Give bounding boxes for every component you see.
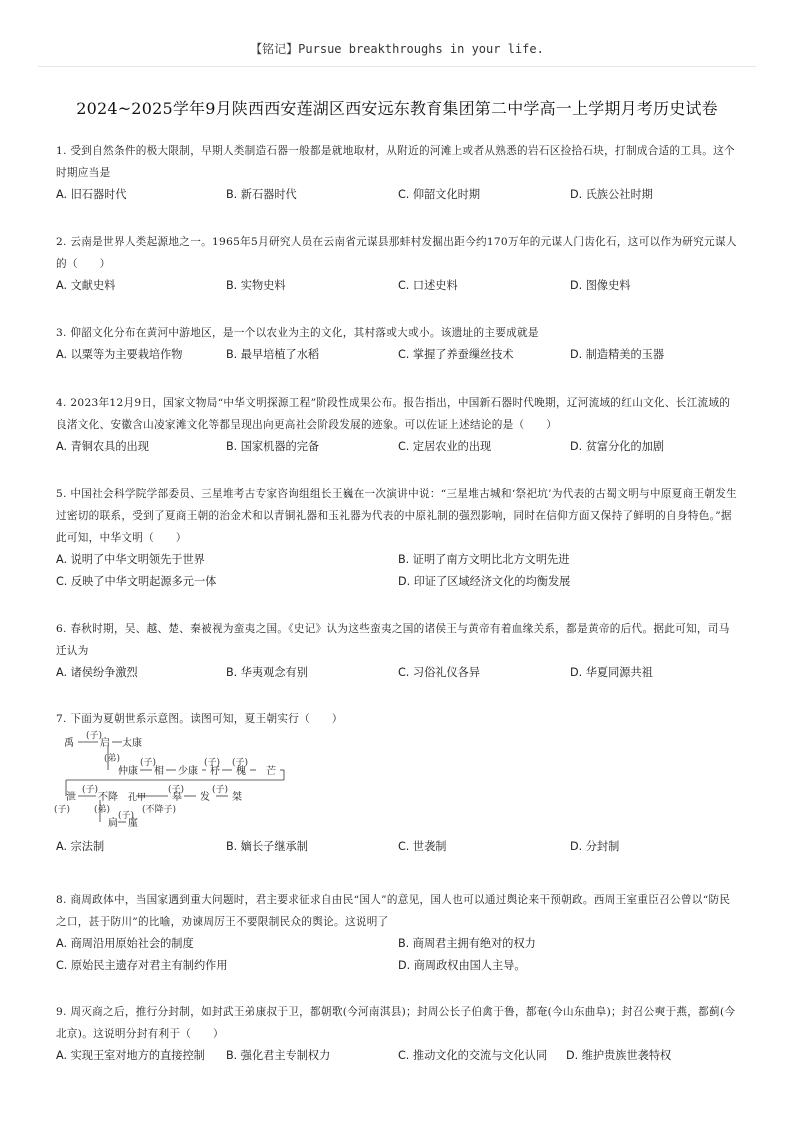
edge-label-son: (子) <box>54 805 71 815</box>
lineage-node: 太康 <box>122 738 142 749</box>
question-1 <box>56 140 740 206</box>
question-8 <box>56 889 740 977</box>
header-divider <box>38 66 756 67</box>
question-9 <box>56 1001 740 1067</box>
lineage-node: 廑 <box>128 818 138 829</box>
edge-label-son: (子) <box>232 758 249 768</box>
option-c[interactable]: C. 习俗礼仪各异 <box>398 666 481 679</box>
edge-label-son: (子) <box>168 785 185 795</box>
lineage-node: 扃 <box>108 818 118 829</box>
edge-label-son: (子) <box>204 758 221 768</box>
exam-title: 2024~2025学年9月陕西西安莲湖区西安远东教育集团第二中学高一上学期月考历史试卷 <box>76 99 718 118</box>
option-c[interactable]: C. 定居农业的出现 <box>398 440 492 453</box>
option-b[interactable]: B. 新石器时代 <box>226 188 297 201</box>
lineage-node: 禹 <box>64 738 74 749</box>
option-d[interactable]: D. 图像史料 <box>570 279 631 292</box>
options-row <box>56 955 740 977</box>
question-stem: 6. 春秋时期，吴、越、楚、秦被视为蛮夷之国。《史记》认为这些蛮夷之国的诸侯王与黄帝有着血缘关系，都是黄帝的后代。据此可知，司马迁认为 <box>56 623 730 657</box>
edge-label-son: (子) <box>118 811 135 821</box>
option-a[interactable]: A. 诸侯纷争激烈 <box>56 666 138 679</box>
question-stem: 4. 2023年12月9日，国家文物局“中华文明探源工程”阶段性成果公布。报告指出，中国新石器时代晚期，辽河流域的红山文化、长江流域的良渚文化、安徽含山凌家滩文化等都呈现出向更高社会阶段发展的迹象。可以佐证上述结论的是（ ） <box>56 397 731 431</box>
xia-lineage-diagram <box>56 732 296 836</box>
option-b[interactable]: B. 商周君主拥有绝对的权力 <box>398 937 536 950</box>
lineage-node: 芒 <box>266 766 276 777</box>
edge-label-brother: (弟) <box>94 805 111 815</box>
question-stem: 3. 仰韶文化分布在黄河中游地区，是一个以农业为主的文化，其村落或大或小。该遗址的主要成就是 <box>56 327 539 339</box>
lineage-node: 皋 <box>172 792 182 803</box>
option-c[interactable]: C. 掌握了养蚕缫丝技术 <box>398 348 514 361</box>
header-motto: 【铭记】Pursue breakthroughs in your life. <box>250 42 544 56</box>
question-4 <box>56 392 740 458</box>
option-a[interactable]: A. 青铜农具的出现 <box>56 440 149 453</box>
options-row <box>56 1045 740 1067</box>
lineage-node: 槐 <box>236 766 246 777</box>
edge-label-son: (子) <box>140 758 157 768</box>
options-row <box>56 436 740 458</box>
question-stem: 5. 中国社会科学院学部委员、三星堆考古专家咨询组组长王巍在一次演讲中说：“三星堆古城和‘祭祀坑’为代表的古蜀文明与中原夏商王朝发生过密切的联系，受到了夏商王朝的治金术和以青铜礼器和玉礼器为代表的中原礼制的强烈影响，同时在信仰方面又保持了鲜明的自身特色。”据此可知，中华文明（ ） <box>56 488 738 544</box>
lineage-node: 孔甲 <box>128 793 147 803</box>
options-row <box>56 184 740 206</box>
option-c[interactable]: C. 口述史料 <box>398 279 458 292</box>
options-row <box>56 933 740 955</box>
option-b[interactable]: B. 证明了南方文明比北方文明先进 <box>398 553 570 566</box>
option-c[interactable]: C. 推动文化的交流与文化认同 <box>398 1049 548 1062</box>
options-row <box>56 836 740 858</box>
option-b[interactable]: B. 最早培植了水稻 <box>226 348 320 361</box>
question-3 <box>56 322 740 366</box>
lineage-node: 相 <box>154 766 164 777</box>
option-c[interactable]: C. 原始民主遗存对君主有制约作用 <box>56 959 228 972</box>
question-6 <box>56 618 740 684</box>
edge-label-son: (子) <box>212 785 229 795</box>
lineage-node: 不降 <box>98 792 118 803</box>
option-c[interactable]: C. 世袭制 <box>398 840 447 853</box>
options-row <box>56 571 740 593</box>
option-b[interactable]: B. 国家机器的完备 <box>226 440 320 453</box>
option-a[interactable]: A. 旧石器时代 <box>56 188 127 201</box>
question-7 <box>56 708 740 858</box>
option-a[interactable]: A. 说明了中华文明领先于世界 <box>56 553 205 566</box>
option-d[interactable]: D. 贫富分化的加剧 <box>570 440 665 453</box>
edge-label-not-jiang-son: (不降子) <box>142 805 177 815</box>
lineage-node: 仲康 <box>118 766 138 777</box>
lineage-node: 少康 <box>178 766 198 777</box>
option-a[interactable]: A. 商周沿用原始社会的制度 <box>56 937 194 950</box>
option-b[interactable]: B. 强化君主专制权力 <box>226 1049 331 1062</box>
lineage-node: 泄 <box>66 792 76 803</box>
option-d[interactable]: D. 华夏同源共祖 <box>570 666 653 679</box>
option-b[interactable]: B. 实物史料 <box>226 279 286 292</box>
lineage-node: 启 <box>100 738 110 749</box>
option-d[interactable]: D. 商周政权由国人主导。 <box>398 959 526 972</box>
option-a[interactable]: A. 宗法制 <box>56 840 105 853</box>
option-d[interactable]: D. 制造精美的玉器 <box>570 348 665 361</box>
lineage-node: 杼 <box>210 766 220 777</box>
option-a[interactable]: A. 文献史料 <box>56 279 116 292</box>
question-5 <box>56 483 740 593</box>
option-a[interactable]: A. 实现王室对地方的直接控制 <box>56 1049 205 1062</box>
edge-label-son: (子) <box>82 785 99 795</box>
option-b[interactable]: B. 华夷观念有别 <box>226 666 308 679</box>
options-row <box>56 344 740 366</box>
option-d[interactable]: D. 分封制 <box>570 840 620 853</box>
option-a[interactable]: A. 以粟等为主要栽培作物 <box>56 348 183 361</box>
option-c[interactable]: C. 反映了中华文明起源多元一体 <box>56 575 217 588</box>
question-stem: 2. 云南是世界人类起源地之一。1965年5月研究人员在云南省元谋县那蚌村发掘出距今约170万年的元谋人门齿化石，这可以作为研究元谋人的（ ） <box>56 236 737 270</box>
question-stem: 8. 商周政体中，当国家遇到重大问题时，君主要求征求自由民“国人”的意见，国人也可以通过舆论来干预朝政。西周王室重臣召公曾以“防民之口，甚于防川”的比喻，劝谏周厉王不要限制民众的舆论。这说明了 <box>56 894 731 928</box>
options-row <box>56 662 740 684</box>
question-stem: 9. 周灭商之后，推行分封制，如封武王弟康叔于卫，都朝歌(今河南淇县)；封周公长子伯禽于鲁，都奄(今山东曲阜)；封召公奭于燕，都蓟(今北京)。这说明分封有利于（ ） <box>56 1006 736 1040</box>
options-row <box>56 275 740 297</box>
question-stem: 1. 受到自然条件的极大限制，早期人类制造石器一般都是就地取材，从附近的河滩上或者从熟悉的岩石区捡拾石块，打制成合适的工具。这个时期应当是 <box>56 145 735 179</box>
option-d[interactable]: D. 氏族公社时期 <box>570 188 653 201</box>
option-c[interactable]: C. 仰韶文化时期 <box>398 188 481 201</box>
lineage-node: 桀 <box>232 792 242 803</box>
lineage-node: 发 <box>200 792 210 803</box>
edge-label-brother: (弟) <box>104 754 121 764</box>
options-row <box>56 549 740 571</box>
option-d[interactable]: D. 维护贵族世袭特权 <box>566 1049 672 1062</box>
question-stem: 7. 下面为夏朝世系示意图。读图可知，夏王朝实行（ ） <box>56 713 343 725</box>
edge-label-son: (子) <box>86 731 103 741</box>
option-d[interactable]: D. 印证了区域经济文化的均衡发展 <box>398 575 571 588</box>
option-b[interactable]: B. 嫡长子继承制 <box>226 840 308 853</box>
question-2 <box>56 231 740 297</box>
